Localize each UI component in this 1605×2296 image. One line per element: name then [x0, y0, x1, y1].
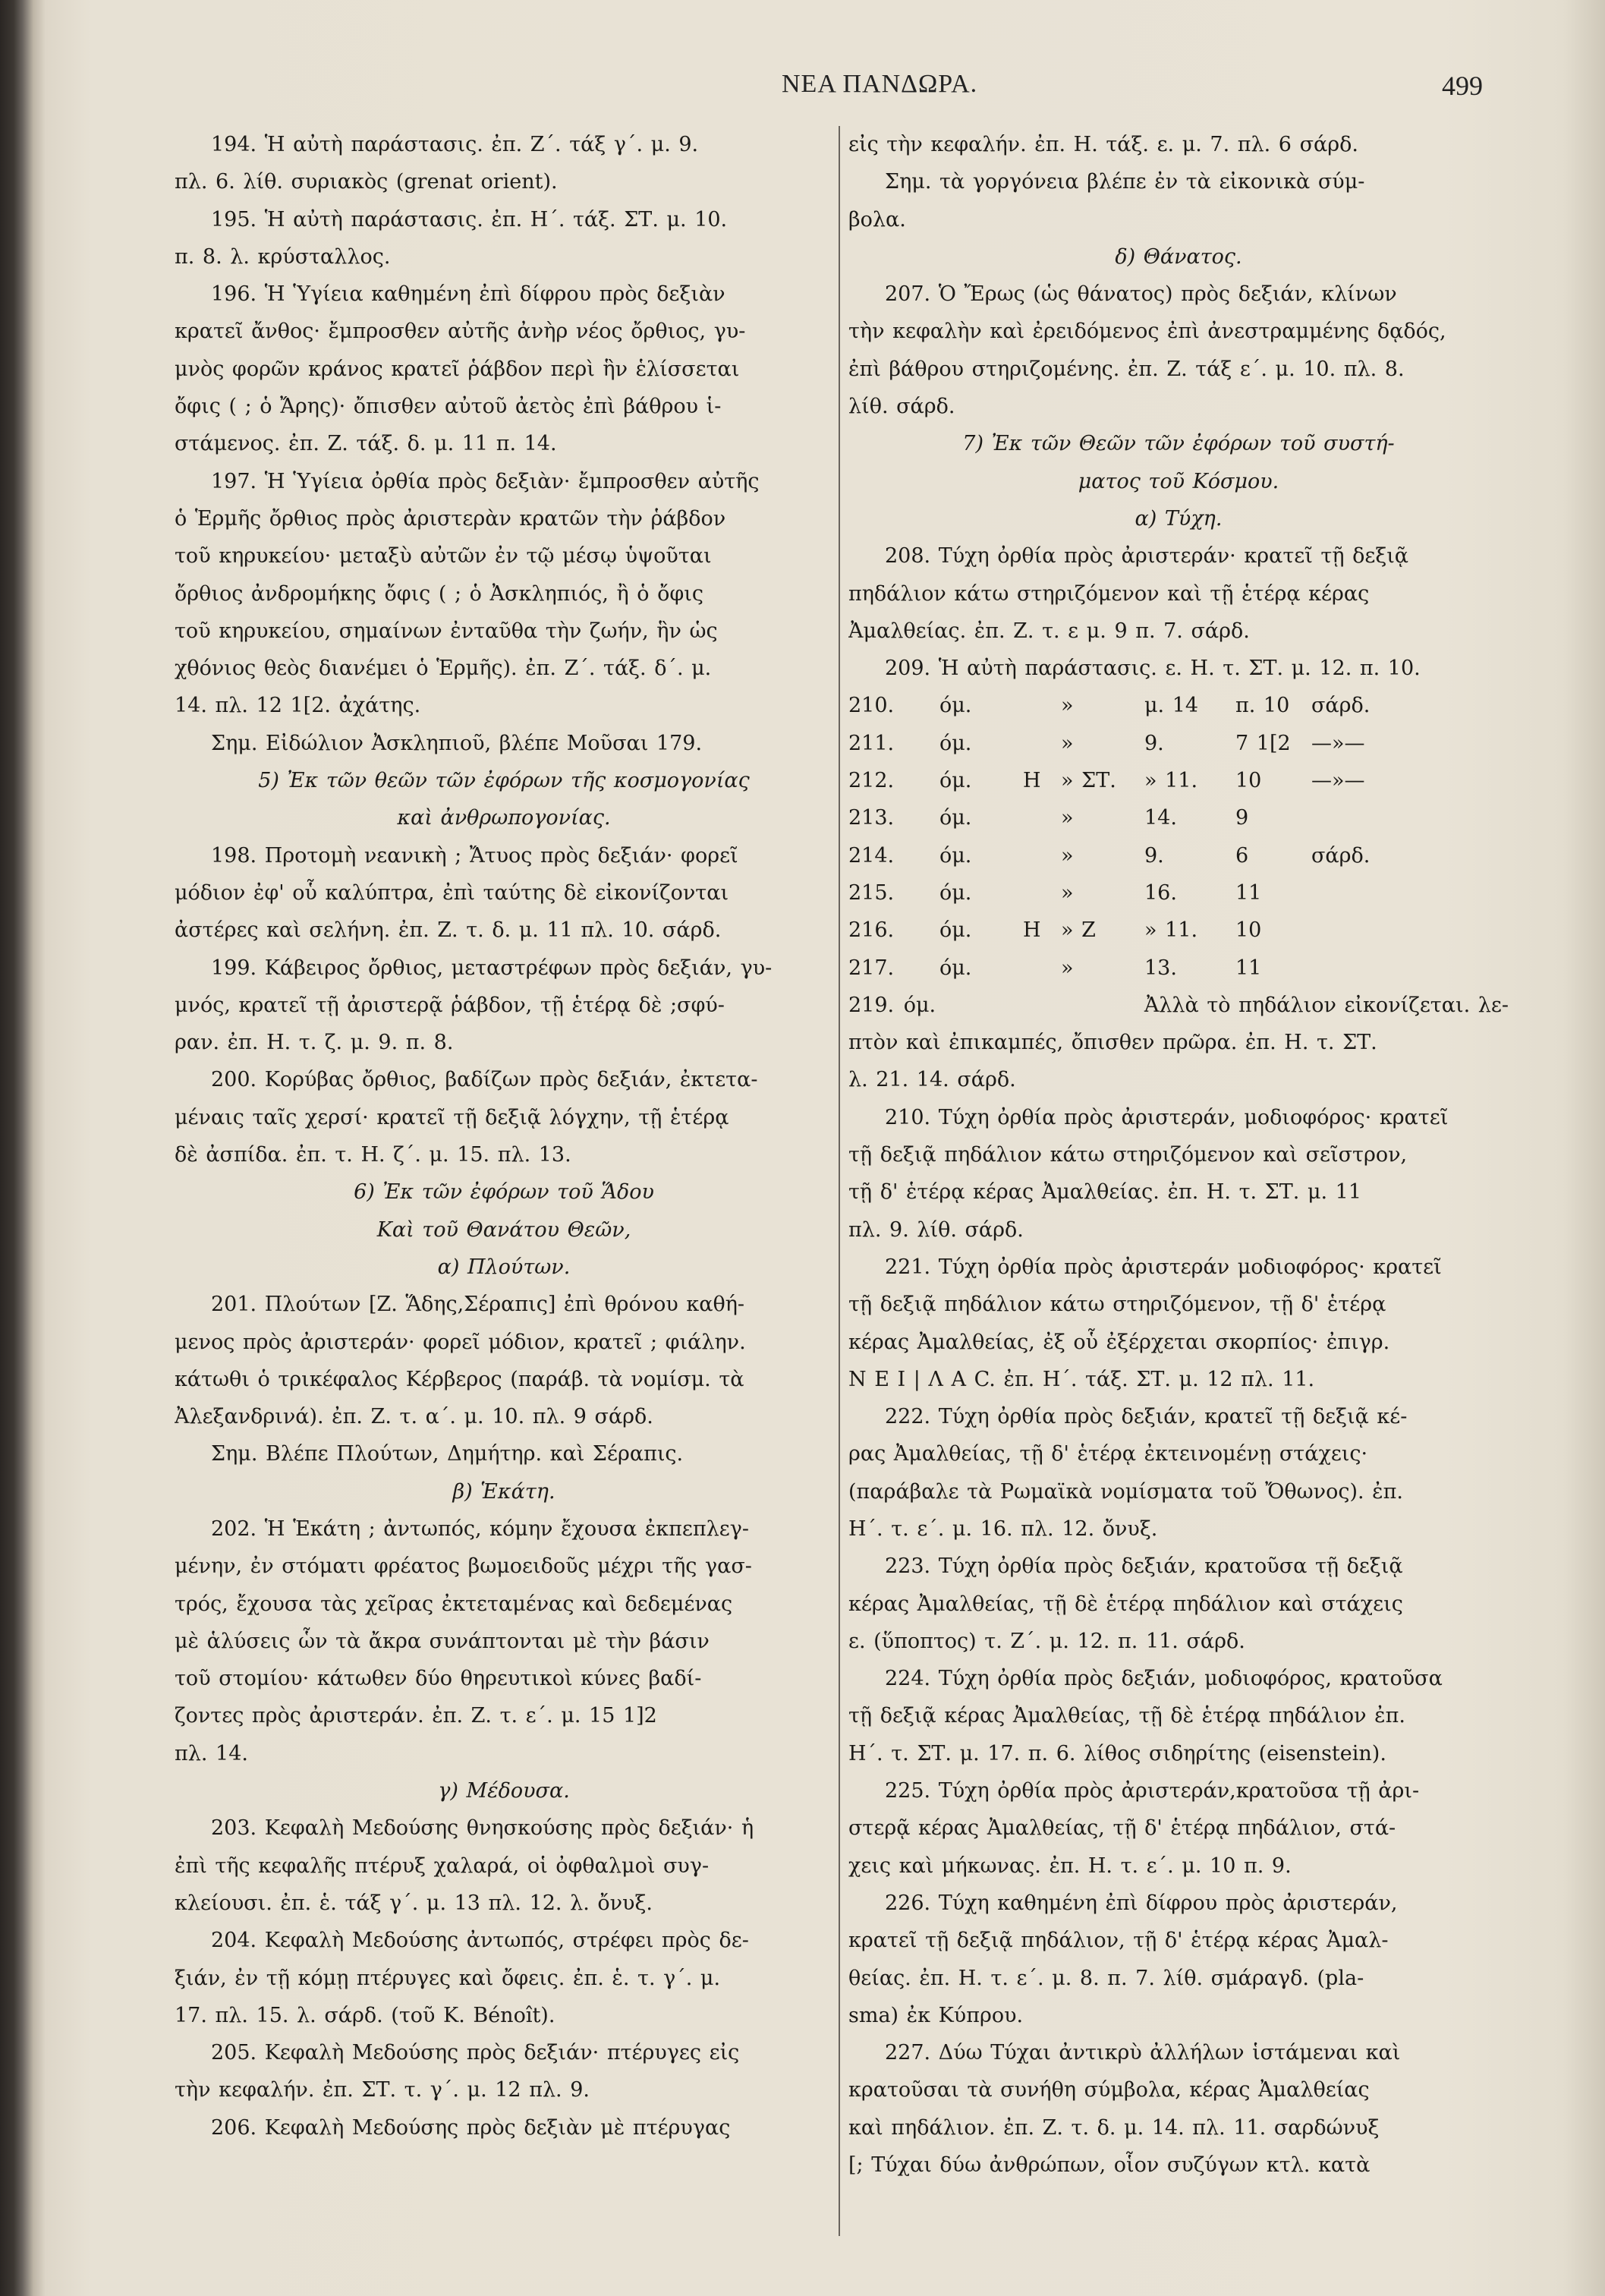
text-line: τὴν κεφαλήν. ἐπ. ΣΤ. τ. γ΄. μ. 12 πλ. 9.: [175, 2078, 590, 2102]
text-line: λ. 21. 14. σάρδ.: [848, 1068, 1016, 1092]
table-cell-brace: [1000, 874, 1023, 912]
table-cell-brace: [1000, 725, 1023, 762]
text-line: Σημ. τὰ γοργόνεια βλέπε ἐν τὰ εἰκονικὰ σύμ-: [885, 170, 1365, 194]
table-cell-epi: [1023, 950, 1061, 987]
text-line: χεις καὶ μήκωνας. ἐπ. Η. τ. ε΄. μ. 10 π. 9.: [848, 1853, 1292, 1878]
text-line: στάμενος. ἐπ. Ζ. τάξ. δ. μ. 11 π. 14.: [175, 432, 557, 456]
text-line: μνός, κρατεῖ τῇ ἀριστερᾷ ῥάβδον, τῇ ἑτέρᾳ δὲ ;σφύ-: [175, 993, 725, 1017]
text-line: 201. Πλούτων [Ζ. Ἅδης,Σέραπις] ἐπὶ θρόνου καθή-: [211, 1293, 745, 1317]
text-line: ξιάν, ἐν τῇ κόμῃ πτέρυγες καὶ ὄφεις. ἐπ. ἑ. τ. γ΄. μ.: [175, 1966, 721, 1990]
table-cell-brace: [1000, 912, 1023, 949]
text-line: κέρας Ἀμαλθείας, τῇ δὲ ἑτέρᾳ πηδάλιον καὶ στάχεις: [848, 1592, 1403, 1616]
table-cell-epi: [1023, 874, 1061, 912]
table-cell-tax: »: [1061, 956, 1074, 980]
text-line: τοῦ κηρυκείου· μεταξὺ αὐτῶν ἐν τῷ μέσῳ ὑψοῦται: [175, 544, 712, 568]
text-line: 207. Ὁ Ἔρως (ὡς θάνατος) πρὸς δεξιάν, κλίνων: [885, 282, 1397, 307]
text-line: ε. (ὕποπτος) τ. Ζ΄. μ. 12. π. 11. σάρδ.: [848, 1629, 1245, 1653]
text-line: τῇ δεξιᾷ πηδάλιον κάτω στηριζόμενον καὶ σεῖστρον,: [848, 1143, 1408, 1167]
text-line: κρατοῦσαι τὰ συνήθη σύμβολα, κέρας Ἀμαλθείας: [848, 2078, 1370, 2102]
text-line: ρας Ἀμαλθείας, τῇ δ' ἑτέρᾳ ἐκτεινομένῃ στάχεις·: [848, 1442, 1368, 1466]
text-line: 208. Τύχη ὀρθία πρὸς ἀριστεράν· κρατεῖ τῇ δεξιᾷ: [885, 544, 1409, 568]
text-line: κέρας Ἀμαλθείας, ἐξ οὗ ἐξέρχεται σκορπίος· ἐπιγρ.: [848, 1330, 1390, 1354]
text-line: μέναις ταῖς χερσί· κρατεῖ τῇ δεξιᾷ λόγχην, τῇ ἑτέρᾳ: [175, 1105, 729, 1129]
section-heading: α) Τύχη.: [1135, 506, 1223, 531]
table-cell-tail: —»—: [1311, 731, 1365, 755]
table-cell-p: 9: [1235, 806, 1249, 830]
table-cell-tax: »: [1061, 731, 1074, 755]
table-cell-num: 216.: [848, 918, 895, 943]
text-line: κάτωθι ὁ τρικέφαλος Κέρβερος (παράβ. τὰ νομίσμ. τὰ: [175, 1367, 744, 1391]
text-line: 194. Ἡ αὐτὴ παράστασις. ἐπ. Ζ΄. τάξ γ΄. μ. 9.: [211, 133, 699, 156]
text-line: τρός, ἔχουσα τὰς χεῖρας ἐκτεταμένας καὶ δεδεμένας: [175, 1592, 733, 1616]
table-cell-tail: [1311, 874, 1501, 912]
section-heading: β) Ἑκάτη.: [452, 1479, 555, 1504]
table-cell-abbr: όμ.: [939, 694, 972, 718]
left-column: [175, 126, 833, 2146]
table-cell-epi: Η: [1023, 918, 1041, 943]
table-cell-tail: Ἀλλὰ τὸ πηδάλιον εἰκονίζεται. λε-: [1144, 993, 1509, 1017]
text-line: δὲ ἀσπίδα. ἐπ. τ. Η. ζ΄. μ. 15. πλ. 13.: [175, 1143, 571, 1167]
table-cell-epi: Η: [1023, 769, 1041, 793]
text-line: 203. Κεφαλὴ Μεδούσης θνησκούσης πρὸς δεξιάν· ἡ: [211, 1816, 754, 1841]
table-cell-tail: σάρδ.: [1311, 694, 1371, 718]
text-line: ὄρθιος ἀνδρομήκης ὄφις ( ; ὁ Ἀσκληπιός, ἢ ὁ ὄφις: [175, 581, 703, 606]
text-line: ὁ Ἑρμῆς ὄρθιος πρὸς ἀριστερὰν κρατῶν τὴν ῥάβδον: [175, 506, 726, 531]
table-cell-num: 210.: [848, 694, 895, 718]
text-line: sma) ἐκ Κύπρου.: [848, 2003, 1024, 2027]
text-line: 227. Δύω Τύχαι ἀντικρὺ ἀλλήλων ἱστάμεναι καὶ: [885, 2041, 1401, 2065]
text-line: πηδάλιον κάτω στηριζόμενον καὶ τῇ ἑτέρᾳ κέρας: [848, 581, 1370, 606]
table-cell-p: 11: [1235, 956, 1262, 980]
text-line: Ἀλεξανδρινά). ἐπ. Ζ. τ. α΄. μ. 10. πλ. 9 σάρδ.: [175, 1405, 653, 1429]
table-cell-num: 213.: [848, 806, 895, 830]
text-line: τοῦ κηρυκείου, σημαίνων ἐνταῦθα τὴν ζωήν, ἣν ὡς: [175, 619, 718, 643]
table-cell-abbr: όμ.: [939, 880, 972, 905]
text-line: μὲ ἁλύσεις ὧν τὰ ἄκρα συνάπτονται μὲ τὴν βάσιν: [175, 1629, 710, 1653]
table-cell-tax: »: [1061, 880, 1074, 905]
table-cell-p: [1083, 987, 1129, 1024]
text-line: ζοντες πρὸς ἀριστεράν. ἐπ. Ζ. τ. ε΄. μ. 15 1]2: [175, 1704, 657, 1728]
table-cell-p: 11: [1235, 880, 1262, 905]
section-heading: 5) Ἐκ τῶν θεῶν τῶν ἐφόρων τῆς κοσμογονίας: [258, 769, 750, 793]
text-line: πλ. 9. λίθ. σάρδ.: [848, 1217, 1024, 1242]
table-row: [848, 950, 1509, 987]
table-cell-tax: [977, 987, 1028, 1024]
text-line: 209. Ἡ αὐτὴ παράστασις. ε. Η. τ. ΣΤ. μ. 12. π. 10.: [885, 657, 1421, 681]
text-line: 210. Τύχη ὀρθία πρὸς ἀριστεράν, μοδιοφόρος· κρατεῖ: [885, 1105, 1449, 1129]
text-line: Σημ. Εἰδώλιον Ἀσκληπιοῦ, βλέπε Μοῦσαι 179.: [211, 731, 703, 755]
table-cell-m: 14.: [1144, 806, 1177, 830]
table-cell-m: » 11.: [1144, 918, 1198, 943]
table-cell-p: 10: [1235, 769, 1262, 793]
table-cell-tail: [1311, 950, 1501, 987]
table-cell-m: » 11.: [1144, 769, 1198, 793]
text-line: 221. Τύχη ὀρθία πρὸς ἀριστεράν μοδιοφόρος· κρατεῖ: [885, 1255, 1442, 1279]
text-line: Ἀμαλθείας. ἐπ. Ζ. τ. ε μ. 9 π. 7. σάρδ.: [848, 619, 1250, 643]
table-cell-num: 214.: [848, 843, 895, 868]
text-line: Ν Ε Ι | Λ Α C. ἐπ. Η΄. τάξ. ΣΤ. μ. 12 πλ. 11.: [848, 1367, 1315, 1391]
text-line: 204. Κεφαλὴ Μεδούσης ἀντωπός, στρέφει πρὸς δε-: [211, 1929, 749, 1953]
table-cell-p: π. 10: [1235, 694, 1290, 718]
section-heading: ματος τοῦ Κόσμου.: [1078, 469, 1279, 493]
table-cell-epi: [1023, 837, 1061, 874]
text-line: (παράβαλε τὰ Ρωμαϊκὰ νομίσματα τοῦ Ὄθωνος). ἐπ.: [848, 1479, 1403, 1504]
table-cell-m: 16.: [1144, 880, 1177, 905]
table-cell-num: 217.: [848, 956, 895, 980]
text-line: εἰς τὴν κεφαλήν. ἐπ. Η. τάξ. ε. μ. 7. πλ. 6 σάρδ.: [848, 133, 1358, 156]
text-line: 196. Ἡ Ὑγίεια καθημένη ἐπὶ δίφρου πρὸς δεξιὰν: [211, 282, 725, 307]
table-cell-tax: » Ζ: [1061, 918, 1096, 943]
table-row: [848, 799, 1509, 836]
table-row: [848, 987, 1509, 1024]
text-line: κρατεῖ ἄνθος· ἔμπροσθεν αὐτῆς ἀνὴρ νέος ὄρθιος, γυ-: [175, 320, 746, 344]
text-line: 205. Κεφαλὴ Μεδούσης πρὸς δεξιάν· πτέρυγες εἰς: [211, 2041, 740, 2065]
text-line: 17. πλ. 15. λ. σάρδ. (τοῦ Κ. Bénoît).: [175, 2003, 555, 2027]
table-row: [848, 762, 1509, 799]
text-line: πλ. 14.: [175, 1741, 248, 1765]
text-line: 225. Τύχη ὀρθία πρὸς ἀριστεράν,κρατοῦσα τῇ ἀρι-: [885, 1779, 1420, 1803]
text-line: 226. Τύχη καθημένη ἐπὶ δίφρου πρὸς ἀριστεράν,: [885, 1891, 1398, 1915]
text-line: χθόνιος θεὸς διανέμει ὁ Ἑρμῆς). ἐπ. Ζ΄. τάξ. δ΄. μ.: [175, 657, 712, 681]
section-heading: γ) Μέδουσα.: [438, 1779, 570, 1803]
section-heading: 6) Ἐκ τῶν ἐφόρων τοῦ Ἅδου: [354, 1180, 654, 1205]
text-line: κλείουσι. ἐπ. ἑ. τάξ γ΄. μ. 13 πλ. 12. λ. ὄνυξ.: [175, 1891, 653, 1915]
table-cell-epi: [1023, 799, 1061, 836]
text-line: ἀστέρες καὶ σελήνη. ἐπ. Ζ. τ. δ. μ. 11 πλ. 10. σάρδ.: [175, 918, 722, 943]
text-line: μένην, ἐν στόματι φρέατος βωμοειδοῦς μέχρι τῆς γασ-: [175, 1554, 752, 1579]
section-heading: Καὶ τοῦ Θανάτου Θεῶν,: [376, 1217, 631, 1242]
table-cell-tax: »: [1061, 843, 1074, 868]
text-line: ἐπὶ τῆς κεφαλῆς πτέρυξ χαλαρά, οἱ ὀφθαλμοὶ συγ-: [175, 1853, 710, 1878]
text-line: στερᾷ κέρας Ἀμαλθείας, τῇ δ' ἑτέρᾳ πηδάλιον, στά-: [848, 1816, 1396, 1841]
text-line: Η΄. τ. ΣΤ. μ. 17. π. 6. λίθος σιδηρίτης (eisenstein).: [848, 1741, 1386, 1765]
column-divider: [839, 126, 840, 2236]
text-line: ραν. ἐπ. Η. τ. ζ. μ. 9. π. 8.: [175, 1031, 454, 1055]
table-cell-brace: [1000, 837, 1023, 874]
table-cell-tax: »: [1061, 806, 1074, 830]
text-line: ὄφις ( ; ὁ Ἄρης)· ὄπισθεν αὐτοῦ ἀετὸς ἐπὶ βάθρου ἱ-: [175, 395, 722, 419]
text-line: Σημ. Βλέπε Πλούτων, Δημήτηρ. καὶ Σέραπις.: [211, 1442, 684, 1466]
table-cell-epi: [954, 987, 977, 1024]
text-line: 200. Κορύβας ὄρθιος, βαδίζων πρὸς δεξιάν, ἐκτετα-: [211, 1068, 758, 1092]
text-line: 14. πλ. 12 1[2. ἀχάτης.: [175, 694, 421, 718]
text-line: τοῦ στομίου· κάτωθεν δύο θηρευτικοὶ κύνες βαδί-: [175, 1667, 702, 1691]
text-line: λίθ. σάρδ.: [848, 395, 955, 419]
table-cell-brace: [1000, 950, 1023, 987]
table-cell-brace: [1000, 799, 1023, 836]
text-line: 206. Κεφαλὴ Μεδούσης πρὸς δεξιὰν μὲ πτέρυγας: [211, 2115, 731, 2140]
table-cell-m: 9.: [1144, 731, 1164, 755]
table-row: [848, 687, 1509, 724]
text-line: πλ. 6. λίθ. συριακὸς (grenat orient).: [175, 170, 558, 194]
text-line: τῇ δ' ἑτέρᾳ κέρας Ἀμαλθείας. ἐπ. Η. τ. ΣΤ. μ. 11: [848, 1180, 1362, 1205]
text-line: θείας. ἐπ. Η. τ. ε΄. μ. 8. π. 7. λίθ. σμάραγδ. (pla-: [848, 1966, 1364, 1990]
table-cell-abbr: όμ.: [939, 731, 972, 755]
text-line: βολα.: [848, 207, 906, 231]
table-cell-m: 9.: [1144, 843, 1164, 868]
section-heading: α) Πλούτων.: [437, 1255, 571, 1279]
table-cell-p: 10: [1235, 918, 1262, 943]
text-line: 202. Ἡ Ἑκάτη ; ἀντωπός, κόμην ἔχουσα ἐκπεπλεγ-: [211, 1516, 749, 1541]
table-cell-tail: σάρδ.: [1311, 843, 1371, 868]
text-line: πτὸν καὶ ἐπικαμπές, ὄπισθεν πρῶρα. ἐπ. Η. τ. ΣΤ.: [848, 1031, 1377, 1055]
text-line: 224. Τύχη ὀρθία πρὸς δεξιάν, μοδιοφόρος, κρατοῦσα: [885, 1667, 1443, 1691]
text-line: 222. Τύχη ὀρθία πρὸς δεξιάν, κρατεῖ τῇ δεξιᾷ κέ-: [885, 1405, 1408, 1429]
table-cell-m: μ. 14: [1144, 694, 1199, 718]
text-line: τῇ δεξιᾷ κέρας Ἀμαλθείας, τῇ δὲ ἑτέρᾳ πηδάλιον ἐπ.: [848, 1704, 1405, 1728]
text-line: 197. Ἡ Ὑγίεια ὀρθία πρὸς δεξιὰν· ἔμπροσθεν αὐτῆς: [211, 469, 760, 493]
table-cell-num: 219.: [848, 993, 895, 1017]
text-line: ἐπὶ βάθρου στηριζομένης. ἐπ. Ζ. τάξ ε΄. μ. 10. πλ. 8.: [848, 357, 1405, 381]
catalog-table: [848, 687, 1509, 1024]
running-title: ΝΕΑ ΠΑΝΔΩΡΑ.: [782, 70, 978, 98]
section-heading: δ) Θάνατος.: [1115, 244, 1242, 269]
table-cell-brace: [1000, 687, 1023, 724]
table-cell-tail: [1311, 799, 1501, 836]
text-line: Η΄. τ. ε΄. μ. 16. πλ. 12. ὄνυξ.: [848, 1516, 1158, 1541]
text-line: τῇ δεξιᾷ πηδάλιον κάτω στηριζόμενον, τῇ δ' ἑτέρᾳ: [848, 1293, 1386, 1317]
page-number: 499: [1442, 71, 1483, 101]
table-cell-abbr: όμ.: [939, 956, 972, 980]
table-cell-m: 13.: [1144, 956, 1177, 980]
text-line: μενος πρὸς ἀριστεράν· φορεῖ μόδιον, κρατεῖ ; φιάλην.: [175, 1330, 746, 1354]
table-cell-p: 6: [1235, 843, 1249, 868]
table-row: [848, 725, 1509, 762]
table-cell-tail: [1311, 912, 1501, 949]
table-row: [848, 912, 1509, 949]
table-cell-abbr: όμ.: [939, 806, 972, 830]
right-column: [848, 126, 1509, 2184]
section-heading: 7) Ἐκ τῶν Θεῶν τῶν ἐφόρων τοῦ συστή-: [962, 432, 1395, 456]
table-row: [848, 837, 1509, 874]
right-column-top: [848, 126, 1509, 687]
table-cell-tail: —»—: [1311, 769, 1365, 793]
table-cell-p: 7 1[2: [1235, 731, 1291, 755]
table-cell-abbr: όμ.: [903, 993, 936, 1017]
section-heading: καὶ ἀνθρωπογονίας.: [397, 806, 611, 830]
table-cell-num: 215.: [848, 880, 895, 905]
text-line: 223. Τύχη ὀρθία πρὸς δεξιάν, κρατοῦσα τῇ δεξιᾷ: [885, 1554, 1403, 1579]
text-line: μόδιον ἐφ' οὗ καλύπτρα, ἐπὶ ταύτης δὲ εἰκονίζονται: [175, 880, 729, 905]
text-line: 195. Ἡ αὐτὴ παράστασις. ἐπ. Η΄. τάξ. ΣΤ. μ. 10.: [211, 207, 728, 231]
table-cell-abbr: όμ.: [939, 918, 972, 943]
table-cell-tax: »: [1061, 694, 1074, 718]
right-column-bottom: [848, 1024, 1509, 2184]
table-cell-abbr: όμ.: [939, 843, 972, 868]
text-line: 199. Κάβειρος ὄρθιος, μεταστρέφων πρὸς δεξιάν, γυ-: [211, 956, 773, 980]
text-line: κρατεῖ τῇ δεξιᾷ πηδάλιον, τῇ δ' ἑτέρᾳ κέρας Ἀμαλ-: [848, 1929, 1389, 1953]
table-cell-epi: [1023, 725, 1061, 762]
table-cell-num: 212.: [848, 769, 895, 793]
table-cell-brace: [1000, 762, 1023, 799]
table-cell-num: 211.: [848, 731, 895, 755]
table-cell-brace: [940, 987, 954, 1024]
text-line: π. 8. λ. κρύσταλλος.: [175, 244, 391, 269]
table-cell-abbr: όμ.: [939, 769, 972, 793]
table-cell-epi: [1023, 687, 1061, 724]
table-row: [848, 874, 1509, 912]
text-line: 198. Προτομὴ νεανικὴ ; Ἄτυος πρὸς δεξιάν· φορεῖ: [211, 843, 738, 868]
text-line: μνὸς φορῶν κράνος κρατεῖ ῥάβδον περὶ ἣν ἑλίσσεται: [175, 357, 740, 381]
text-line: τὴν κεφαλὴν καὶ ἐρειδόμενος ἐπὶ ἀνεστραμμένης δᾳδός,: [848, 320, 1446, 344]
text-line: [; Τύχαι δύω ἀνθρώπων, οἷον συζύγων κτλ. κατὰ: [848, 2153, 1371, 2178]
table-cell-m: [1028, 987, 1083, 1024]
text-line: καὶ πηδάλιον. ἐπ. Ζ. τ. δ. μ. 14. πλ. 11. σαρδώνυξ: [848, 2115, 1380, 2140]
table-cell-tax: » ΣΤ.: [1061, 769, 1116, 793]
